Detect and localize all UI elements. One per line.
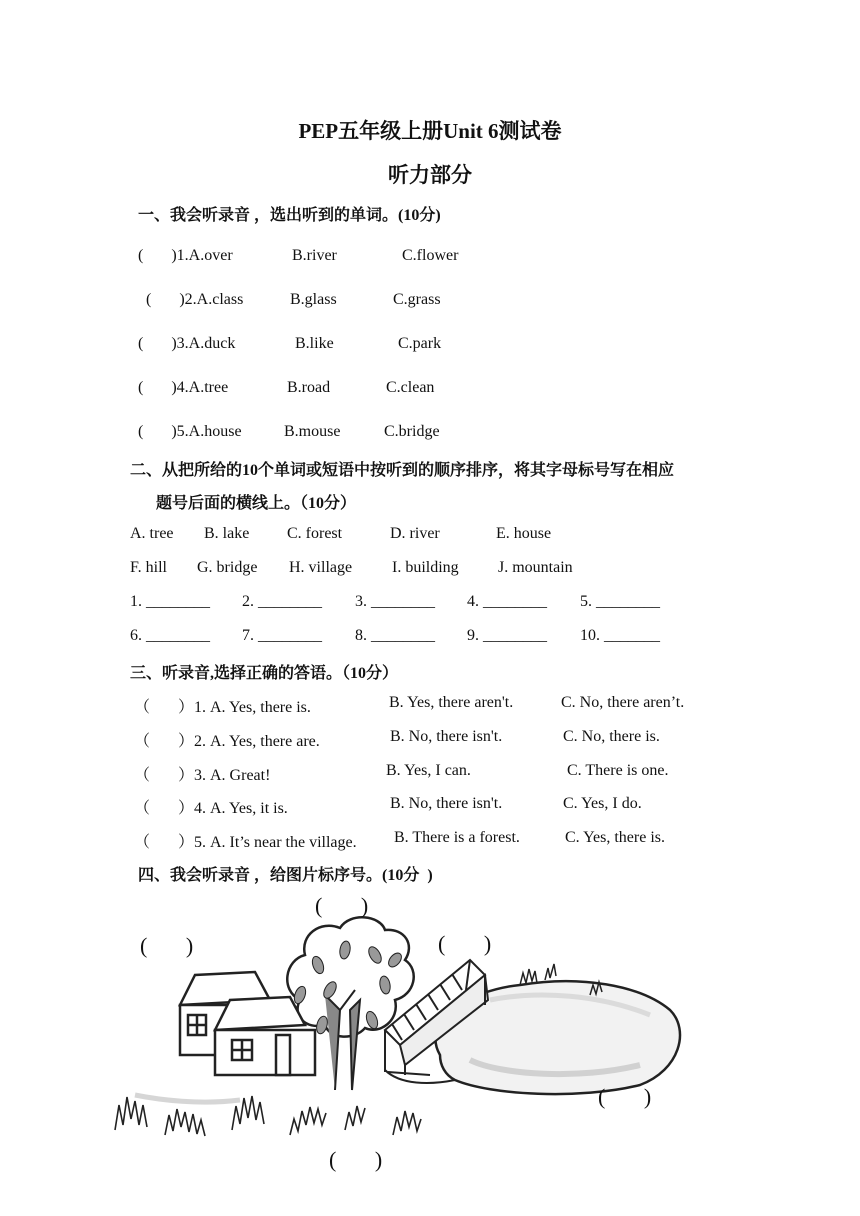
page-title: PEP五年级上册Unit 6测试卷	[298, 119, 562, 143]
s1-q3-b: B.like	[295, 335, 334, 352]
s3-q2-c: C. No, there is.	[563, 728, 660, 745]
s1-q2: ( )2.A.class	[146, 291, 244, 308]
s1-q3: ( )3.A.duck	[138, 335, 236, 352]
section1-heading: 一、我会听录音 ，选出听到的单词。(10分)	[138, 207, 441, 224]
answer-blank[interactable]: 3. ________	[355, 593, 435, 610]
word-option: F. hill	[130, 559, 167, 576]
s3-q1-c: C. No, there aren’t.	[561, 694, 685, 711]
page-subtitle: 听力部分	[388, 163, 472, 187]
picture-label-paren[interactable]: ( )	[140, 933, 194, 958]
word-option: C. forest	[287, 525, 343, 542]
section2-heading-line1: 二、从把所给的10个单词或短语中按听到的顺序排序，将其字母标号写在相应	[130, 462, 675, 479]
word-option: G. bridge	[197, 559, 258, 576]
picture-label-paren[interactable]: ( )	[438, 931, 492, 956]
answer-blank[interactable]: 8. ________	[355, 627, 435, 644]
s1-q1: ( )1.A.over	[138, 247, 233, 264]
s3-q1: （ ）1. A. Yes, there is.	[134, 699, 311, 716]
picture-label-paren[interactable]: ( )	[598, 1084, 652, 1109]
ground-grass	[115, 1095, 421, 1136]
word-option: J. mountain	[498, 559, 573, 576]
s1-q2-b: B.glass	[290, 291, 337, 308]
word-option: B. lake	[204, 525, 250, 542]
picture-label-paren[interactable]: ( )	[315, 893, 369, 918]
word-option: I. building	[392, 559, 459, 576]
word-option: E. house	[496, 525, 552, 542]
answer-blank[interactable]: 1. ________	[130, 593, 210, 610]
s3-q3-c: C. There is one.	[567, 762, 669, 779]
word-option: D. river	[390, 525, 440, 542]
answer-blank[interactable]: 4. ________	[467, 593, 547, 610]
s3-q4: （ ）4. A. Yes, it is.	[134, 800, 288, 817]
s1-q4-b: B.road	[287, 379, 331, 396]
s1-q5-b: B.mouse	[284, 423, 341, 440]
s1-q3-c: C.park	[398, 335, 442, 352]
s3-q5-c: C. Yes, there is.	[565, 829, 666, 846]
answer-blank[interactable]: 7. ________	[242, 627, 322, 644]
section2-heading-line2: 题号后面的横线上。（10分）	[156, 495, 357, 512]
answer-blank[interactable]: 9. ________	[467, 627, 547, 644]
answer-blank[interactable]: 2. ________	[242, 593, 322, 610]
s3-q5: （ ）5. A. It’s near the village.	[134, 834, 357, 851]
s3-q3: （ ）3. A. Great!	[134, 767, 271, 784]
s1-q2-c: C.grass	[393, 291, 441, 308]
s3-q1-b: B. Yes, there aren't.	[389, 694, 514, 711]
s3-q5-b: B. There is a forest.	[394, 829, 520, 846]
picture-label-paren[interactable]: ( )	[329, 1147, 383, 1172]
answer-blank[interactable]: 5. ________	[580, 593, 660, 610]
answer-blank[interactable]: 10. _______	[580, 627, 660, 644]
s3-q3-b: B. Yes, I can.	[386, 762, 471, 779]
s1-q5: ( )5.A.house	[138, 423, 242, 440]
s1-q1-c: C.flower	[402, 247, 459, 264]
s3-q4-c: C. Yes, I do.	[563, 795, 642, 812]
s1-q1-b: B.river	[292, 247, 337, 264]
s3-q2: （ ）2. A. Yes, there are.	[134, 733, 320, 750]
section3-heading: 三、听录音,选择正确的答语。（10分）	[130, 665, 399, 682]
s3-q4-b: B. No, there isn't.	[390, 795, 503, 812]
word-option: H. village	[289, 559, 353, 576]
s1-q4: ( )4.A.tree	[138, 379, 229, 396]
s3-q2-b: B. No, there isn't.	[390, 728, 503, 745]
s1-q5-c: C.bridge	[384, 423, 440, 440]
s1-q4-c: C.clean	[386, 379, 435, 396]
section4-heading: 四、我会听录音 ，给图片标序号。(10分 )	[138, 867, 433, 884]
answer-blank[interactable]: 6. ________	[130, 627, 210, 644]
word-option: A. tree	[130, 525, 174, 542]
